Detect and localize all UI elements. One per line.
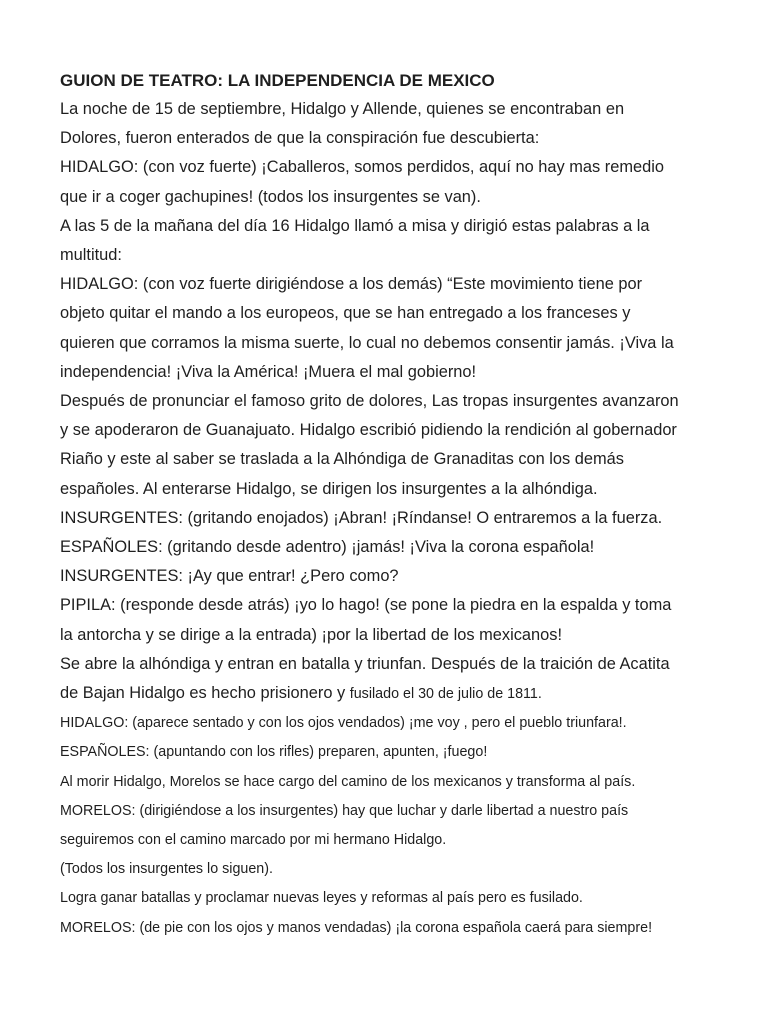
- text-line: A las 5 de la mañana del día 16 Hidalgo llamó a misa y dirigió estas palabras a la: [60, 216, 650, 235]
- text-line: HIDALGO: (con voz fuerte) ¡Caballeros, somos perdidos, aquí no hay mas remedio: [60, 158, 664, 177]
- text-line: y se apoderaron de Guanajuato. Hidalgo escribió pidiendo la rendición al gobernador: [60, 421, 677, 440]
- text-line: que ir a coger gachupines! (todos los insurgentes se van).: [60, 187, 481, 206]
- text-line: La noche de 15 de septiembre, Hidalgo y Allende, quienes se encontraban en: [60, 100, 625, 118]
- text-line: MORELOS: (dirigiéndose a los insurgentes) hay que luchar y darle libertad a nuestro país: [60, 802, 629, 819]
- text-line: MORELOS: (de pie con los ojos y manos vendadas) ¡la corona española caerá para siempre!: [60, 919, 653, 936]
- text-line: PIPILA: (responde desde atrás) ¡yo lo hago! (se pone la piedra en la espalda y toma: [60, 596, 672, 615]
- document-title: GUION DE TEATRO: LA INDEPENDENCIA DE MEXICO: [60, 71, 495, 90]
- text-line: INSURGENTES: (gritando enojados) ¡Abran! ¡Ríndanse! O entraremos a la fuerza.: [60, 508, 663, 527]
- text-line: independencia! ¡Viva la América! ¡Muera el mal gobierno!: [60, 362, 477, 381]
- text-line: INSURGENTES: ¡Ay que entrar! ¿Pero como?: [60, 567, 399, 586]
- text-line: Al morir Hidalgo, Morelos se hace cargo del camino de los mexicanos y transforma al país.: [60, 773, 636, 790]
- text-segment: fusilado el 30 de julio de 1811.: [349, 686, 542, 703]
- text-line: HIDALGO: (con voz fuerte dirigiéndose a los demás) “Este movimiento tiene por: [60, 275, 643, 294]
- text-line: la antorcha y se dirige a la entrada) ¡por la libertad de los mexicanos!: [60, 625, 563, 644]
- text-line: HIDALGO: (aparece sentado y con los ojos vendados) ¡me voy , pero el pueblo triunfara!.: [60, 715, 627, 732]
- text-line-mixed: [60, 679, 740, 709]
- text-line: (Todos los insurgentes lo siguen).: [60, 861, 273, 878]
- text-line: Riaño y este al saber se traslada a la Alhóndiga de Granaditas con los demás: [60, 450, 624, 469]
- text-line: quieren que corramos la misma suerte, lo cual no debemos consentir jamás. ¡Viva la: [60, 333, 674, 352]
- text-line: multitud:: [60, 246, 122, 265]
- text-line: Dolores, fueron enterados de que la conspiración fue descubierta:: [60, 129, 540, 148]
- text-line: ESPAÑOLES: (apuntando con los rifles) preparen, apunten, ¡fuego!: [60, 744, 488, 761]
- text-line: seguiremos con el camino marcado por mi hermano Hidalgo.: [60, 832, 447, 849]
- text-line: ESPAÑOLES: (gritando desde adentro) ¡jamás! ¡Viva la corona española!: [60, 538, 595, 557]
- script-document: [60, 66, 740, 943]
- text-line: objeto quitar el mando a los europeos, que se han entregado a los franceses y: [60, 304, 631, 323]
- text-segment: de Bajan Hidalgo es hecho prisionero y: [60, 684, 350, 703]
- text-line: Se abre la alhóndiga y entran en batalla y triunfan. Después de la traición de Acatita: [60, 654, 670, 673]
- text-line: Logra ganar batallas y proclamar nuevas leyes y reformas al país pero es fusilado.: [60, 890, 583, 907]
- text-line: españoles. Al enterarse Hidalgo, se dirigen los insurgentes a la alhóndiga.: [60, 479, 598, 498]
- text-line: Después de pronunciar el famoso grito de dolores, Las tropas insurgentes avanzaron: [60, 392, 679, 411]
